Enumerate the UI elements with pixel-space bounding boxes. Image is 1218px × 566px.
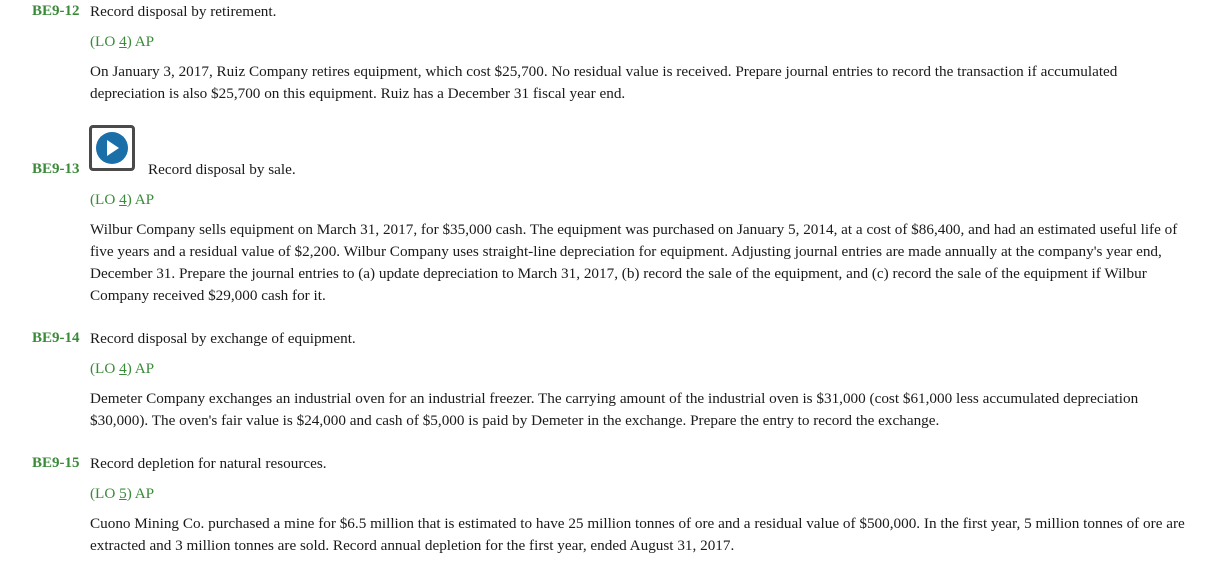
exercise-id-be9-13: BE9-13 xyxy=(32,161,80,177)
lo-suffix: ) AP xyxy=(126,360,155,377)
exercise-text-be9-14: Demeter Company exchanges an industrial oven for an industrial freezer. The carrying amount of the industrial oven is $31,000 (cost $61,000 less accumulated depreciation $30,000). The oven's fair value is $24,000 and cash of $5,000 is paid by Demeter in the exchange. Prepare the entry to record the exchange. xyxy=(90,390,1139,429)
lo-prefix: (LO xyxy=(90,485,120,502)
learning-objective-be9-13 xyxy=(90,191,154,209)
play-icon xyxy=(96,132,128,164)
video-play-button[interactable] xyxy=(89,125,135,171)
exercise-text-be9-13: Wilbur Company sells equipment on March 31, 2017, for $35,000 cash. The equipment was purchased on January 5, 2014, at a cost of $86,400, and had an estimated useful life of five years and a residual value of $2,200. Wilbur Company uses straight-line depreciation for equipment. Adjusting journal entries are made annually at the company's year end, December 31. Prepare the journal entries to (a) update depreciation to March 31, 2017, (b) record the sale of the equipment, and (c) record the sale of the equipment if Wilbur Company received $29,000 cash for it. xyxy=(90,221,1178,304)
lo-suffix: ) AP xyxy=(126,191,155,208)
exercise-id-be9-14: BE9-14 xyxy=(32,330,80,346)
lo-number-link[interactable]: 4 xyxy=(119,360,127,377)
learning-objective-be9-12 xyxy=(90,33,154,51)
lo-prefix: (LO xyxy=(90,360,120,377)
lo-suffix: ) AP xyxy=(126,485,155,502)
learning-objective-be9-14 xyxy=(90,360,154,378)
lo-number-link[interactable]: 4 xyxy=(119,33,127,50)
exercise-title-be9-15: Record depletion for natural resources. xyxy=(90,455,327,472)
exercise-id-be9-12: BE9-12 xyxy=(32,3,80,19)
learning-objective-be9-15 xyxy=(90,485,154,503)
exercise-text-be9-12: On January 3, 2017, Ruiz Company retires equipment, which cost $25,700. No residual value is received. Prepare journal entries to record the transaction if accumulated depreciation is also $25,700 on this equipment. Ruiz has a December 31 fiscal year end. xyxy=(90,63,1118,102)
lo-prefix: (LO xyxy=(90,33,120,50)
exercise-id-be9-15: BE9-15 xyxy=(32,455,80,471)
exercise-title-be9-12: Record disposal by retirement. xyxy=(90,3,277,20)
lo-prefix: (LO xyxy=(90,191,120,208)
exercise-title-be9-14: Record disposal by exchange of equipment. xyxy=(90,330,356,347)
lo-number-link[interactable]: 5 xyxy=(119,485,127,502)
exercise-title-be9-13: Record disposal by sale. xyxy=(148,161,296,178)
lo-suffix: ) AP xyxy=(126,33,155,50)
exercise-text-be9-15: Cuono Mining Co. purchased a mine for $6.5 million that is estimated to have 25 million tonnes of ore and a residual value of $500,000. In the first year, 5 million tonnes of ore are extracted and 3 million tonnes are sold. Record annual depletion for the first year, ended August 31, 2017. xyxy=(90,515,1185,554)
lo-number-link[interactable]: 4 xyxy=(119,191,127,208)
